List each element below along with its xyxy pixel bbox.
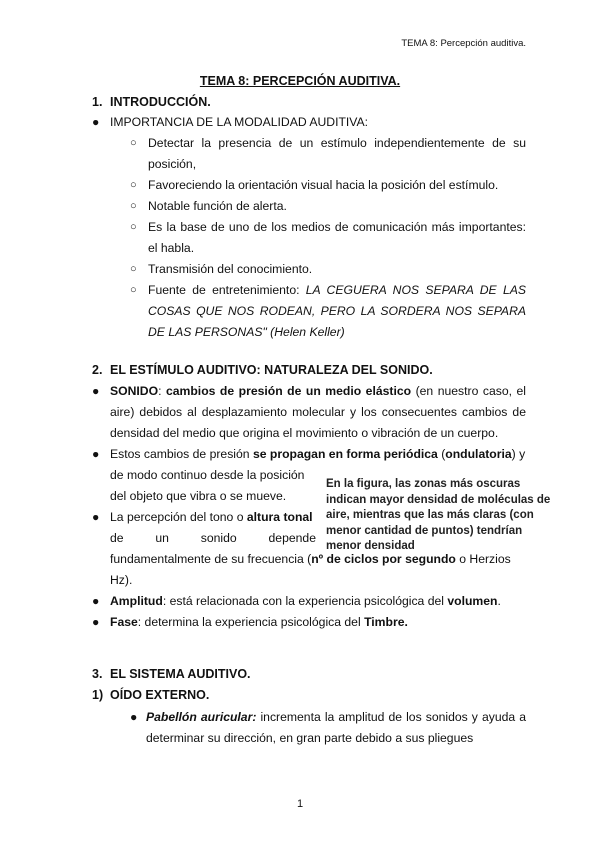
propagation-line-2: de modo continuo desde la posición bbox=[110, 468, 305, 482]
bullet-dot: ● bbox=[92, 447, 100, 461]
hollow-bullet: ○ bbox=[130, 263, 137, 275]
page-number: 1 bbox=[296, 798, 304, 810]
tono-line-3: fundamentalmente de su frecuencia (nº de ciclos por segundo o Herzios bbox=[110, 552, 511, 566]
list-item: ○ Favoreciendo la orientación visual hacia la posición del estímulo. bbox=[130, 175, 526, 196]
section-3-heading: 3. EL SISTEMA AUDITIVO. bbox=[92, 667, 251, 681]
tono-line-2: de un sonido depende bbox=[110, 531, 316, 545]
bullet-tono: ● La percepción del tono o altura tonal bbox=[92, 507, 322, 528]
section-title: INTRODUCCIÓN. bbox=[110, 95, 211, 109]
bullet-dot: ● bbox=[92, 510, 100, 524]
bullet-sonido: ● SONIDO: cambios de presión de un medio elástico (en nuestro caso, el aire) debidos al desplazamiento molecular y los consecuentes cambios de densidad del medio que origina el movimiento o vibración de un cuerpo. bbox=[92, 381, 526, 444]
section-2-heading: 2. EL ESTÍMULO AUDITIVO: NATURALEZA DEL SONIDO. bbox=[92, 363, 433, 377]
bullet-fase: ● Fase: determina la experiencia psicológica del Timbre. bbox=[92, 612, 526, 633]
bullet-pabellon: ● Pabellón auricular: incrementa la amplitud de los sonidos y ayuda a determinar su dirección, en gran parte debido a sus pliegues bbox=[130, 707, 526, 749]
list-item: ○ Transmisión del conocimiento. bbox=[130, 259, 526, 280]
bullet-dot: ● bbox=[92, 615, 100, 629]
hollow-bullet: ○ bbox=[130, 179, 137, 191]
bullet-importance bbox=[92, 112, 526, 133]
bullet-dot: ● bbox=[92, 384, 100, 398]
hollow-bullet: ○ bbox=[130, 284, 137, 296]
hollow-bullet: ○ bbox=[130, 137, 137, 149]
section-1-heading bbox=[92, 95, 211, 109]
bullet-dot: ● bbox=[92, 115, 100, 129]
list-item: ○ Detectar la presencia de un estímulo independientemente de su posición, bbox=[130, 133, 526, 175]
propagation-line-3: del objeto que vibra o se mueve. bbox=[110, 489, 287, 503]
bullet-dot: ● bbox=[92, 594, 100, 608]
figure-caption: En la figura, las zonas más oscuras indican mayor densidad de moléculas de aire, mientras que las más claras (con menor cantidad de puntos) tendrían menor densidad bbox=[326, 478, 551, 552]
bullet-text: IMPORTANCIA DE LA MODALIDAD AUDITIVA: bbox=[110, 115, 369, 129]
running-header: TEMA 8: Percepción auditiva. bbox=[401, 38, 526, 49]
hollow-bullet: ○ bbox=[130, 221, 137, 233]
bullet-dot: ● bbox=[130, 710, 138, 724]
section-title: EL SISTEMA AUDITIVO. bbox=[110, 667, 251, 681]
bullet-amplitud: ● Amplitud: está relacionada con la experiencia psicológica del volumen. bbox=[92, 591, 526, 612]
helen-keller-quote: LA CEGUERA NOS SEPARA DE LAS COSAS QUE NOS RODEAN, PERO LA SORDERA NOS SEPARA DE LAS PERSONAS" bbox=[148, 283, 526, 339]
subsection-heading: 1) OÍDO EXTERNO. bbox=[92, 688, 210, 702]
list-item: ○ Notable función de alerta. bbox=[130, 196, 526, 217]
list-item-quote: ○ Fuente de entretenimiento: LA CEGUERA NOS SEPARA DE LAS COSAS QUE NOS RODEAN, PERO LA SORDERA NOS SEPARA DE LAS PERSONAS" (Helen Keller) bbox=[130, 280, 526, 343]
section-number: 1. bbox=[92, 95, 103, 109]
section-title: EL ESTÍMULO AUDITIVO: NATURALEZA DEL SONIDO. bbox=[110, 363, 433, 377]
hollow-bullet: ○ bbox=[130, 200, 137, 212]
document-title: TEMA 8: PERCEPCIÓN AUDITIVA. bbox=[199, 74, 401, 88]
bullet-propagation: ● Estos cambios de presión se propagan en forma periódica (ondulatoria) y bbox=[92, 444, 526, 465]
tono-line-4: Hz). bbox=[110, 573, 133, 587]
list-item: ○ Es la base de uno de los medios de comunicación más importantes: el habla. bbox=[130, 217, 526, 259]
